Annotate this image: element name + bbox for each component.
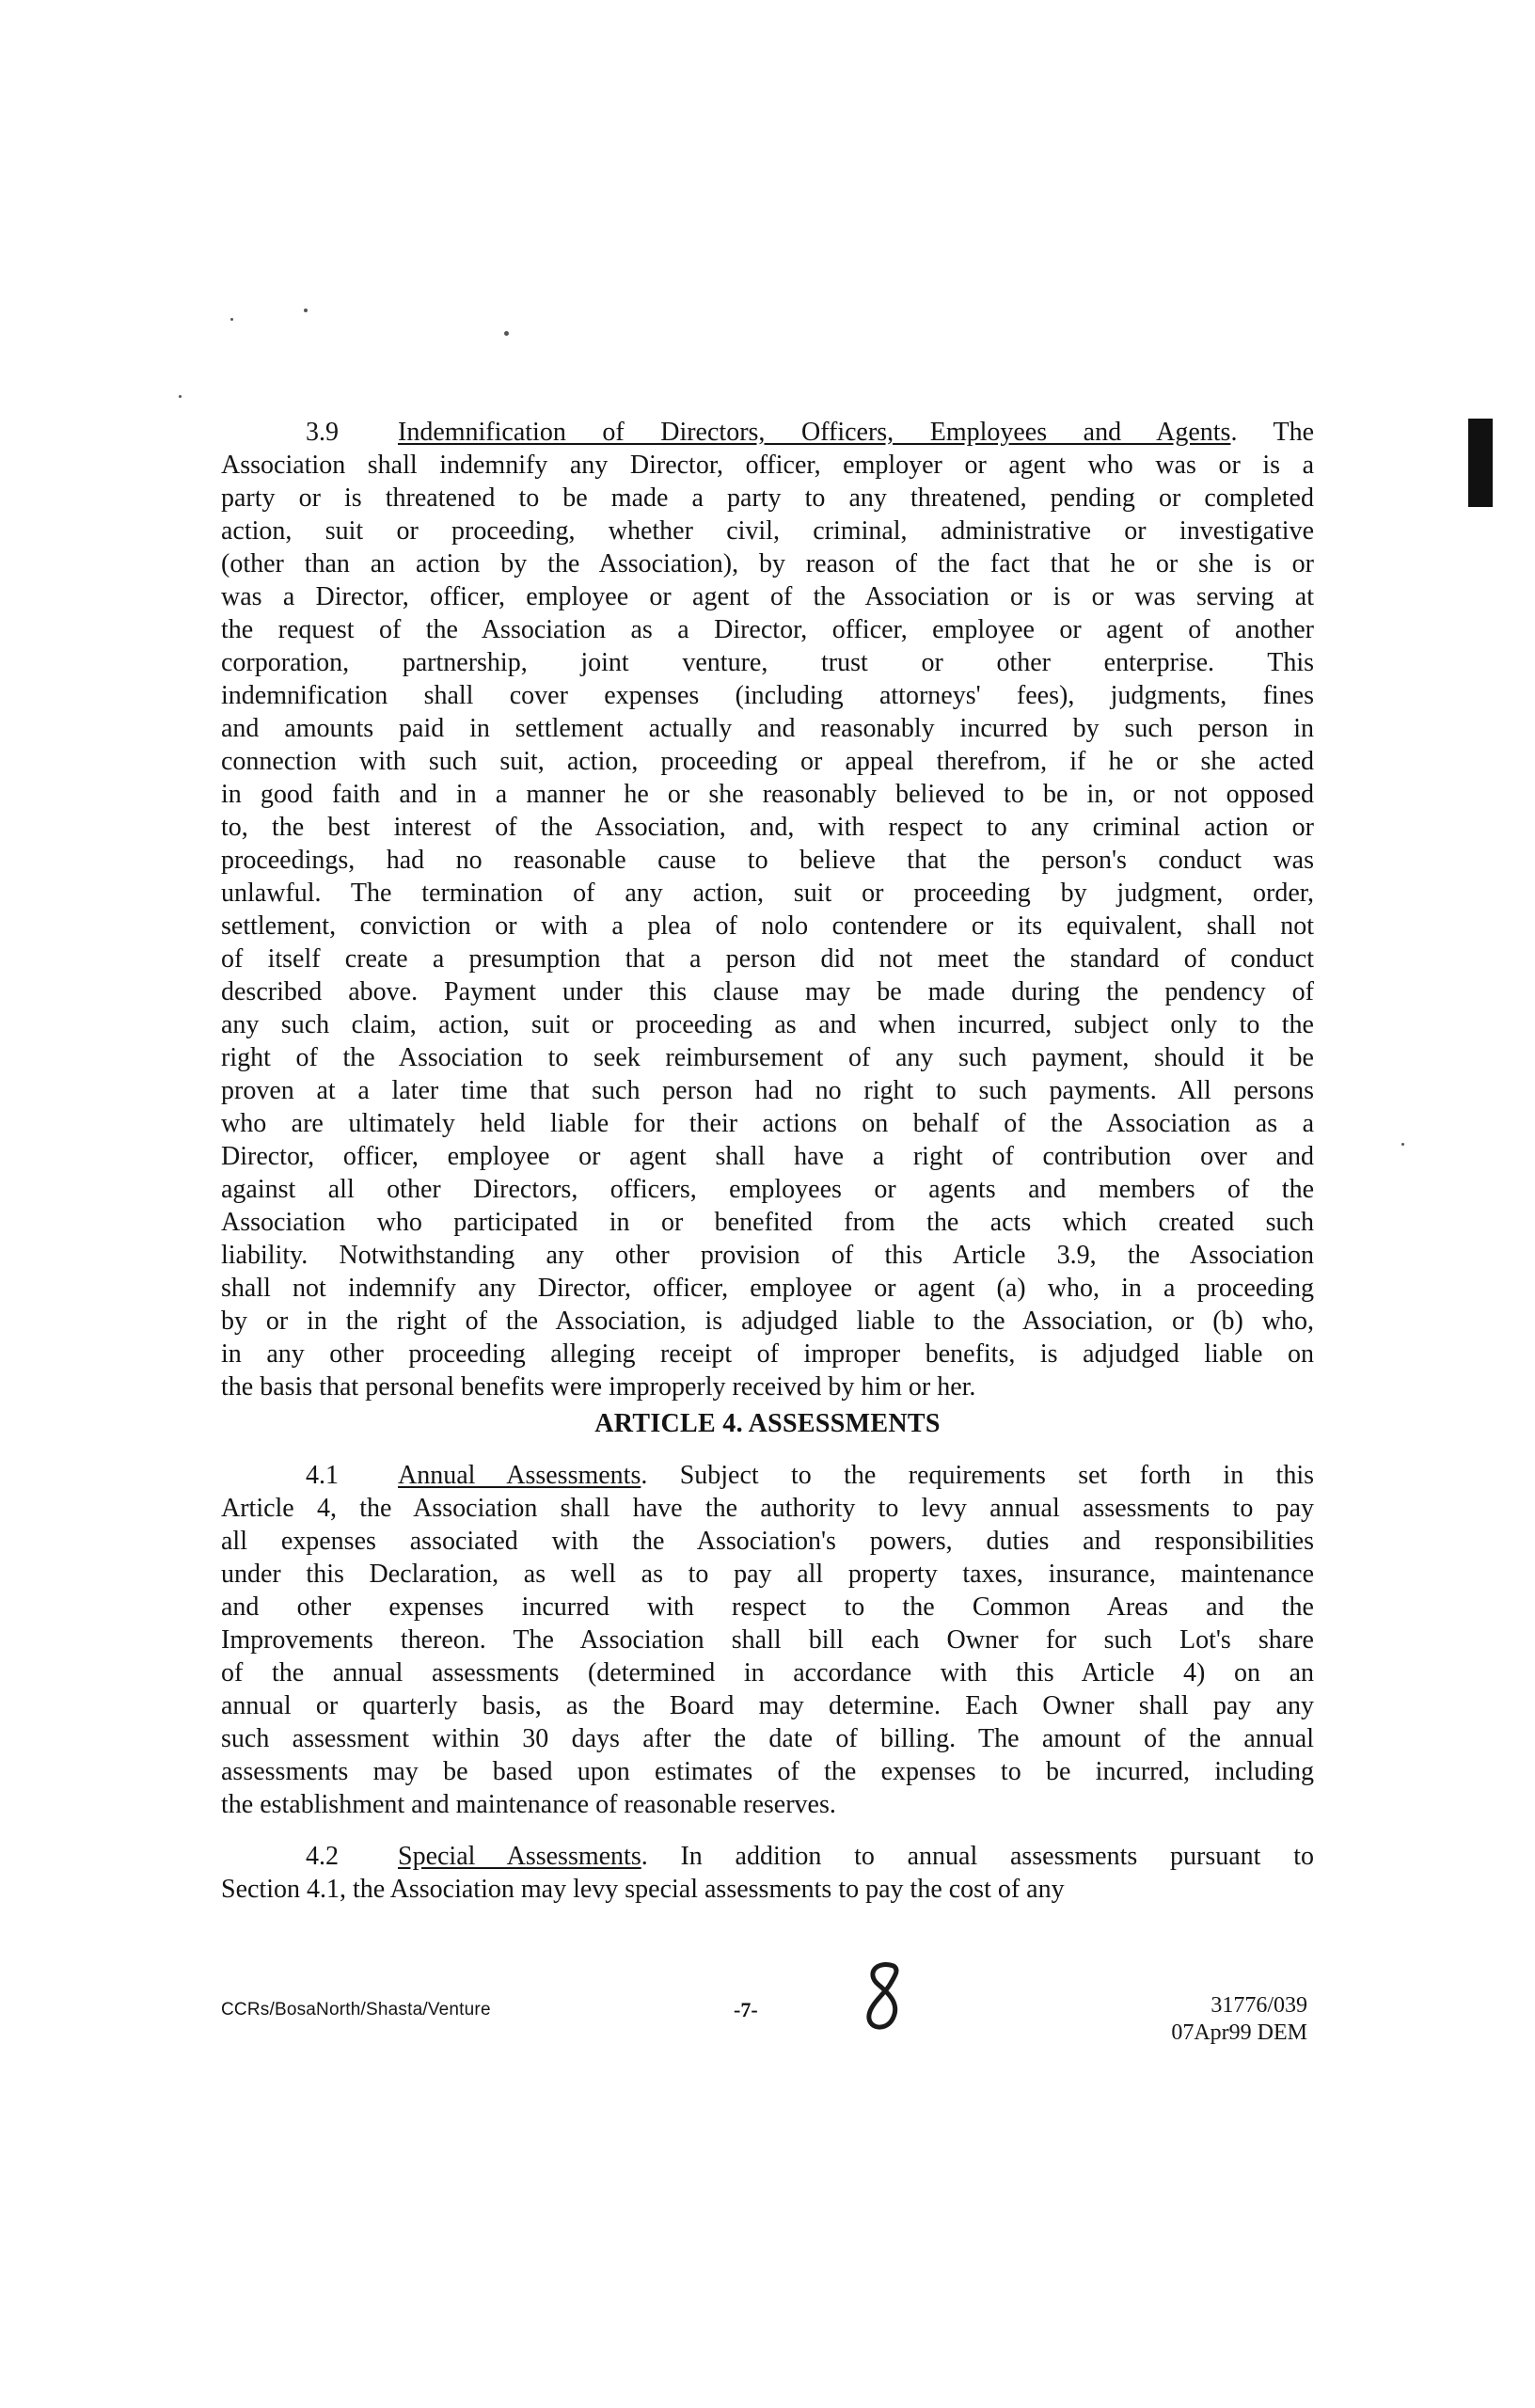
section-4-2 [221, 1840, 1314, 1906]
footer-page-number: -7- [734, 1998, 758, 2021]
section-4-1 [221, 1459, 1314, 1821]
section-title: Annual Assessments [398, 1461, 641, 1490]
scan-speck [504, 331, 509, 336]
paragraph-line: right of the Association to seek reimbursement of any such payment, should it be [221, 1043, 1314, 1072]
paragraph-line: shall not indemnify any Director, officer, employee or agent (a) who, in a proceeding [221, 1274, 1314, 1303]
paragraph-line: in any other proceeding alleging receipt of improper benefits, is adjudged liable on [221, 1339, 1314, 1369]
footer-file-info [1157, 1992, 1307, 2047]
paragraph-line: described above. Payment under this clause may be made during the pendency of [221, 977, 1314, 1006]
section-number: 4.2 [306, 1842, 339, 1871]
paragraph-line: (other than an action by the Association), by reason of the fact that he or she is or [221, 549, 1314, 578]
paragraph-line: and amounts paid in settlement actually and reasonably incurred by such person in [221, 714, 1314, 743]
paragraph-line: of the annual assessments (determined in accordance with this Article 4) on an [221, 1658, 1314, 1687]
footer-date-code: 07Apr99 DEM [1171, 2020, 1307, 2045]
paragraph-line: party or is threatened to be made a party to any threatened, pending or completed [221, 483, 1314, 513]
section-number: 4.1 [306, 1461, 339, 1490]
margin-redaction-bar [1468, 419, 1493, 507]
paragraph-line: such assessment within 30 days after the date of billing. The amount of the annual [221, 1724, 1314, 1753]
scan-speck [230, 318, 233, 321]
section-4-2-first-line: 4.2 Special Assessments. In addition to annual assessments pursuant to [221, 1840, 1314, 1873]
paragraph-line: the request of the Association as a Director, officer, employee or agent of another [221, 615, 1314, 644]
paragraph-line: settlement, conviction or with a plea of nolo contendere or its equivalent, shall not [221, 911, 1314, 941]
section-text-fragment: The [1273, 418, 1315, 447]
paragraph-line: Improvements thereon. The Association shall bill each Owner for such Lot's share [221, 1625, 1314, 1655]
article-heading: ARTICLE 4. ASSESSMENTS [594, 1409, 941, 1438]
paragraph-line: was a Director, officer, employee or agent of the Association or is or was serving at [221, 582, 1314, 611]
paragraph-line: the establishment and maintenance of reasonable reserves. [221, 1790, 836, 1819]
paragraph-line: by or in the right of the Association, is adjudged liable to the Association, or (b) who, [221, 1307, 1314, 1336]
paragraph-line: against all other Directors, officers, employees or agents and members of the [221, 1175, 1314, 1204]
paragraph-line: and other expenses incurred with respect to the Common Areas and the [221, 1592, 1314, 1622]
paragraph-line: unlawful. The termination of any action, suit or proceeding by judgment, order, [221, 879, 1314, 908]
handwritten-page-mark [856, 1956, 912, 2041]
paragraph-line: assessments may be based upon estimates of the expenses to be incurred, including [221, 1757, 1314, 1786]
section-3-9 [221, 416, 1314, 1403]
paragraph-line: Section 4.1, the Association may levy special assessments to pay the cost of any [221, 1875, 1065, 1904]
section-title: Special Assessments [398, 1842, 641, 1871]
paragraph-line: who are ultimately held liable for their actions on behalf of the Association as a [221, 1109, 1314, 1138]
paragraph-line: corporation, partnership, joint venture, trust or other enterprise. This [221, 648, 1314, 677]
paragraph-line: action, suit or proceeding, whether civil, criminal, administrative or investigative [221, 516, 1314, 546]
paragraph-line: Director, officer, employee or agent shall have a right of contribution over and [221, 1142, 1314, 1171]
scan-speck [179, 395, 182, 398]
paragraph-line: Association who participated in or benefited from the acts which created such [221, 1208, 1314, 1237]
paragraph-line: liability. Notwithstanding any other provision of this Article 3.9, the Association [221, 1241, 1314, 1270]
footer-document-reference: CCRs/BosaNorth/Shasta/Venture [221, 2000, 491, 2020]
paragraph-line: to, the best interest of the Association, and, with respect to any criminal action or [221, 813, 1314, 842]
section-4-1-first-line: 4.1 Annual Assessments. Subject to the requirements set forth in this [221, 1459, 1314, 1492]
paragraph-line: annual or quarterly basis, as the Board may determine. Each Owner shall pay any [221, 1691, 1314, 1720]
section-number: 3.9 [306, 418, 339, 447]
footer-file-number: 31776/039 [1211, 1993, 1307, 2018]
paragraph-line: in good faith and in a manner he or she reasonably believed to be in, or not opposed [221, 780, 1314, 809]
scan-speck [1401, 1143, 1404, 1146]
section-3-9-first-line: 3.9 Indemnification of Directors, Officers, Employees and Agents. The [221, 416, 1314, 449]
paragraph-line: the basis that personal benefits were improperly received by him or her. [221, 1372, 976, 1402]
paragraph-line: connection with such suit, action, proceeding or appeal therefrom, if he or she acted [221, 747, 1314, 776]
paragraph-line: indemnification shall cover expenses (including attorneys' fees), judgments, fines [221, 681, 1314, 710]
paragraph-line: proceedings, had no reasonable cause to believe that the person's conduct was [221, 846, 1314, 875]
paragraph-line: Article 4, the Association shall have the authority to levy annual assessments to pay [221, 1494, 1314, 1523]
section-text-fragment: In addition to annual assessments pursuant to [680, 1842, 1314, 1871]
paragraph-line: of itself create a presumption that a person did not meet the standard of conduct [221, 944, 1314, 974]
paragraph-line: under this Declaration, as well as to pay all property taxes, insurance, maintenance [221, 1560, 1314, 1589]
section-text-fragment: Subject to the requirements set forth in this [679, 1461, 1314, 1490]
section-title: Indemnification of Directors, Officers, Employees and Agents [398, 418, 1231, 447]
paragraph-line: Association shall indemnify any Director, officer, employer or agent who was or is a [221, 451, 1314, 480]
scan-speck [304, 309, 308, 312]
paragraph-line: all expenses associated with the Association's powers, duties and responsibilities [221, 1527, 1314, 1556]
paragraph-line: proven at a later time that such person had no right to such payments. All persons [221, 1076, 1314, 1105]
paragraph-line: any such claim, action, suit or proceeding as and when incurred, subject only to the [221, 1010, 1314, 1039]
